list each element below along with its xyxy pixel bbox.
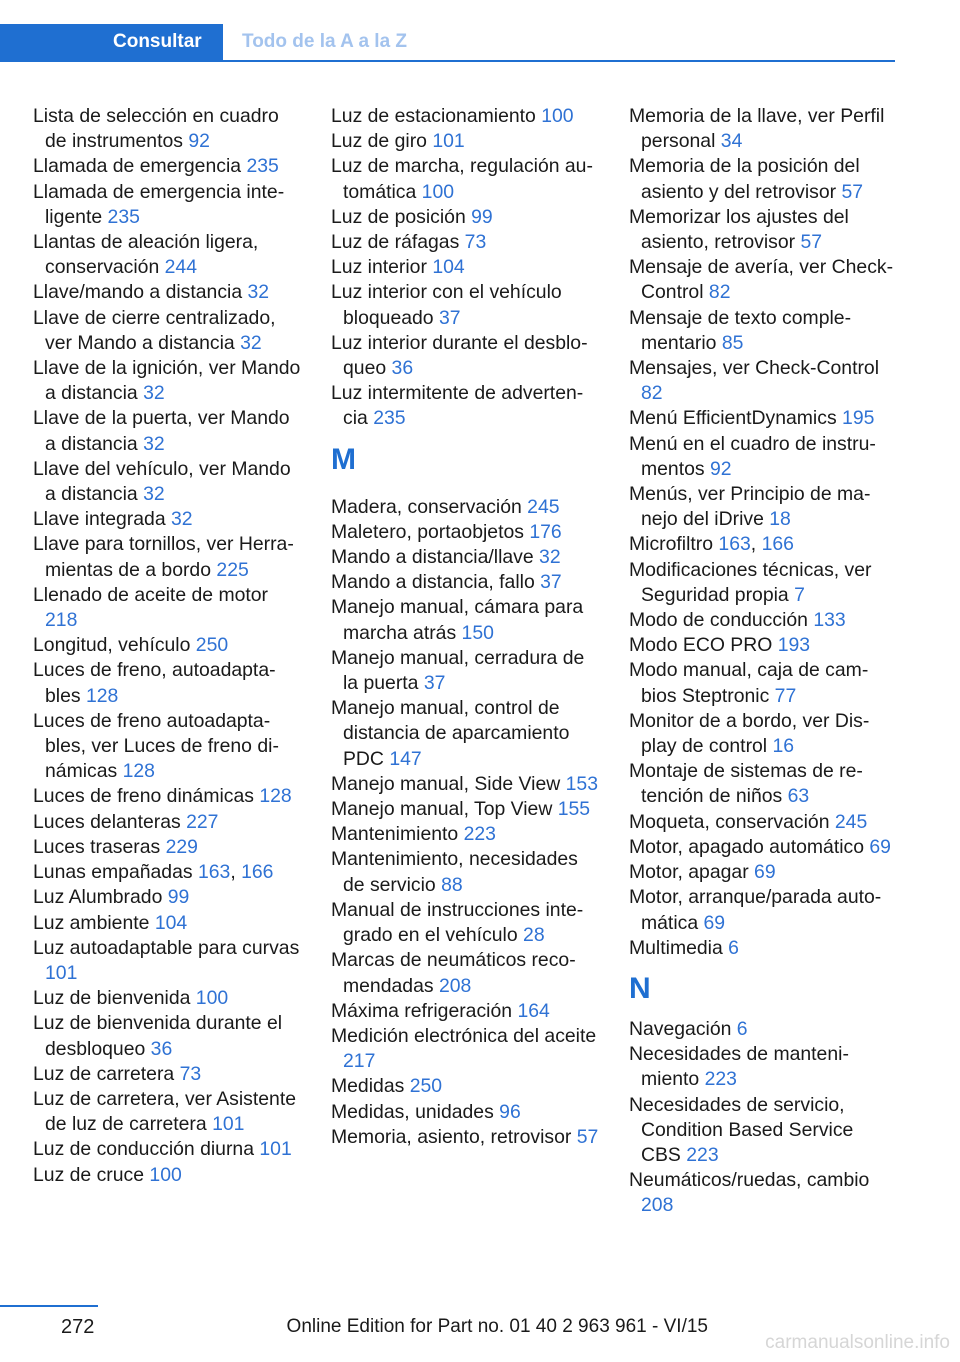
- index-entry: [331, 847, 599, 897]
- page-link[interactable]: 32: [247, 281, 270, 304]
- tab-consultar[interactable]: Consultar: [0, 24, 223, 62]
- index-entry: [629, 306, 897, 356]
- entry-term: Luz de giro: [331, 130, 433, 153]
- page-link[interactable]: 6: [736, 1017, 748, 1040]
- watermark: carmanualsonline.info: [765, 1332, 950, 1353]
- index-entry: [331, 520, 599, 545]
- page-link[interactable]: 57: [576, 1125, 599, 1148]
- page-link[interactable]: 128: [259, 785, 292, 808]
- page-link[interactable]: 82: [641, 382, 663, 405]
- index-entry: [33, 911, 301, 936]
- index-entry: [629, 885, 897, 935]
- entry-term: Memoria de la llave, ver Perfil personal: [629, 105, 885, 153]
- page-link[interactable]: 218: [45, 609, 78, 632]
- index-entry: [331, 772, 599, 797]
- index-entry: [33, 457, 301, 507]
- entry-term: Maletero, portaobjetos: [331, 520, 530, 543]
- page-link[interactable]: 245: [527, 495, 560, 518]
- page-link[interactable]: 37: [438, 306, 461, 329]
- page-link[interactable]: 223: [704, 1068, 737, 1091]
- entry-term: Longitud, vehículo: [33, 634, 196, 657]
- entry-term: Luz de marcha, regulación automática: [331, 155, 593, 203]
- entry-term: Luz Alumbrado: [33, 886, 168, 909]
- page-link[interactable]: 101: [432, 130, 465, 153]
- page-link[interactable]: 99: [471, 205, 493, 228]
- index-entry: [33, 633, 301, 658]
- index-column-1: [33, 104, 301, 1188]
- index-entry: [331, 1074, 599, 1099]
- index-entry: [33, 1011, 301, 1061]
- index-entry: [629, 1042, 897, 1092]
- entry-term: Memoria de la posición del asiento y del retrovisor: [629, 155, 860, 203]
- index-entry: [331, 205, 599, 230]
- entry-term: Llave de la ignición, ver Mando a distancia: [33, 357, 301, 405]
- index-entry: [331, 154, 599, 204]
- index-entry: [629, 104, 897, 154]
- index-entry: [331, 104, 599, 129]
- entry-term: Llave/mando a distancia: [33, 281, 248, 304]
- index-entry: [331, 948, 599, 998]
- entry-term: Madera, conservación: [331, 495, 528, 518]
- entry-term: Luz de carretera, ver Asistente de luz de carretera: [33, 1087, 296, 1136]
- index-entry: [629, 205, 897, 255]
- index-entry: Microfiltro 163, 166: [629, 533, 794, 556]
- page-link[interactable]: 104: [432, 256, 465, 279]
- page-link[interactable]: 101: [45, 961, 78, 984]
- footer-rule: [0, 1305, 98, 1307]
- page-link[interactable]: 225: [216, 558, 249, 581]
- entry-term: Modo ECO PRO: [629, 634, 778, 657]
- entry-term: Luz interior con el vehículo bloqueado: [331, 281, 562, 329]
- entry-term: Motor, arranque/parada automática: [629, 886, 882, 934]
- entry-term: Manejo manual, Side View: [331, 772, 566, 795]
- page-link[interactable]: 163: [197, 861, 231, 884]
- entry-term: Luces delanteras: [33, 810, 187, 833]
- page-link[interactable]: 250: [409, 1075, 443, 1098]
- index-entry: [331, 999, 599, 1024]
- page-link[interactable]: 34: [720, 130, 743, 153]
- index-entry: [331, 646, 599, 696]
- page-link[interactable]: 7: [794, 583, 805, 606]
- entry-term: Lista de selección en cuadro de instrumentos: [33, 105, 279, 153]
- index-entry: [331, 595, 599, 645]
- index-entry: [629, 658, 897, 708]
- index-entry: [33, 180, 301, 230]
- page-link[interactable]: 100: [421, 180, 455, 203]
- entry-term: Llave de cierre centralizado, ver Mando a distancia: [33, 306, 276, 354]
- index-entry: [33, 1062, 301, 1087]
- index-entry: [33, 835, 301, 860]
- entry-term: Luz interior: [331, 256, 433, 279]
- entry-term: Multimedia: [629, 936, 729, 959]
- page-link[interactable]: 36: [150, 1037, 173, 1060]
- page-link[interactable]: 18: [769, 508, 791, 531]
- entry-term: Luz autoadaptable para curvas: [33, 936, 300, 959]
- page-link[interactable]: 100: [149, 1163, 182, 1186]
- page-link[interactable]: 69: [869, 835, 891, 858]
- entry-term: Memoria, asiento, retrovisor: [331, 1125, 577, 1148]
- entry-term: Mando a distancia, fallo: [331, 571, 541, 594]
- page-link[interactable]: 32: [143, 432, 165, 455]
- index-entry: [33, 507, 301, 532]
- index-entry: [33, 532, 301, 582]
- entry-term: Necesidades de mantenimiento: [629, 1043, 849, 1091]
- index-entry: [629, 406, 897, 431]
- entry-term: Llenado de aceite de motor: [33, 583, 269, 606]
- entry-term: Medidas: [331, 1075, 410, 1098]
- index-entry: [629, 1093, 897, 1169]
- index-entry: [629, 356, 897, 406]
- page-link[interactable]: 176: [529, 520, 562, 543]
- index-entry: [33, 1087, 301, 1137]
- page-link[interactable]: 32: [143, 382, 165, 405]
- page-link[interactable]: 223: [463, 823, 496, 846]
- page-link[interactable]: 235: [246, 155, 279, 178]
- entry-term: Moqueta, conservación: [629, 810, 835, 833]
- entry-term: Llamada de emergencia: [33, 155, 247, 178]
- page-link[interactable]: 128: [122, 760, 155, 783]
- entry-term: Marcas de neumáticos recomendadas: [331, 949, 576, 997]
- index-entry: [629, 1017, 897, 1042]
- page-link[interactable]: 92: [709, 457, 732, 480]
- page-link[interactable]: 73: [179, 1062, 202, 1085]
- page-link[interactable]: 96: [499, 1100, 521, 1123]
- index-entry: [331, 230, 599, 255]
- page-link[interactable]: 235: [373, 407, 406, 430]
- page-link[interactable]: 208: [641, 1194, 674, 1217]
- index-entry: [33, 104, 301, 154]
- index-entry: [33, 810, 301, 835]
- index-entry: [629, 709, 897, 759]
- entry-term: Montaje de sistemas de retención de niños: [629, 760, 863, 808]
- page-link[interactable]: 37: [423, 672, 446, 695]
- entry-term: Manejo manual, cerradura de la puerta: [331, 646, 585, 695]
- entry-term: Luz de conducción diurna: [33, 1138, 260, 1161]
- section-letter: N: [629, 971, 651, 1005]
- page-link[interactable]: 32: [143, 483, 165, 506]
- page-link[interactable]: 193: [777, 634, 811, 657]
- index-entry: [33, 936, 301, 986]
- index-entry: [331, 696, 599, 772]
- index-column-3: [629, 104, 897, 1219]
- entry-term: Luz de estacionamiento: [331, 105, 542, 127]
- index-entry: [33, 356, 301, 406]
- index-entry: [629, 255, 897, 305]
- page-link[interactable]: 150: [461, 621, 494, 644]
- index-entry: [331, 1024, 599, 1074]
- page-link[interactable]: 77: [774, 684, 797, 707]
- entry-term: Modificaciones técnicas, ver Seguridad propia: [629, 558, 872, 606]
- index-entry: Lunas empañadas 163, 166: [33, 861, 274, 884]
- page-link[interactable]: 195: [842, 407, 875, 430]
- entry-term: Menú EfficientDynamics: [629, 407, 843, 430]
- page-link[interactable]: 155: [557, 798, 591, 821]
- entry-term: Llantas de aleación ligera, conservación: [33, 231, 259, 279]
- entry-term: Luz de posición: [331, 205, 472, 228]
- page-link[interactable]: 85: [721, 331, 744, 354]
- page-link[interactable]: 100: [541, 105, 574, 127]
- entry-term: Modo manual, caja de cambios Steptronic: [629, 659, 869, 707]
- page-link[interactable]: 88: [441, 873, 463, 896]
- index-entry: [33, 1137, 301, 1162]
- page-link[interactable]: 69: [754, 861, 776, 884]
- index-entry: [331, 280, 599, 330]
- index-entry: [33, 784, 301, 809]
- entry-term: Medición electrónica del aceite: [331, 1024, 597, 1047]
- page-link[interactable]: 235: [107, 205, 140, 228]
- index-entry: [33, 154, 301, 179]
- page-link[interactable]: 163: [718, 533, 751, 556]
- index-entry: [33, 406, 301, 456]
- page-link[interactable]: 99: [167, 886, 190, 909]
- entry-term: Manejo manual, Top View: [331, 798, 558, 821]
- section-letter: M: [331, 442, 356, 476]
- page-link[interactable]: 69: [703, 911, 726, 934]
- entry-term: Necesidades de servicio, Condition Based Service CBS: [629, 1093, 854, 1166]
- entry-term: Luz de cruce: [33, 1163, 150, 1186]
- index-entry: [629, 1168, 897, 1218]
- entry-term: Microfiltro: [629, 533, 719, 556]
- page-link[interactable]: 147: [389, 747, 422, 770]
- entry-term: Llave de la puerta, ver Mando a distancia: [33, 407, 290, 455]
- index-entry: [331, 381, 599, 431]
- index-entry: [629, 810, 897, 835]
- entry-term: Máxima refrigeración: [331, 999, 518, 1022]
- page-link[interactable]: 101: [212, 1113, 245, 1136]
- page-link[interactable]: 82: [708, 281, 731, 304]
- index-entry: [629, 860, 897, 885]
- index-entry: [629, 835, 897, 860]
- index-entry: [33, 280, 301, 305]
- page-link[interactable]: 166: [761, 533, 794, 556]
- page-link[interactable]: 104: [154, 911, 188, 934]
- page-link[interactable]: 223: [686, 1143, 719, 1166]
- section-title[interactable]: Todo de la A a la Z: [242, 31, 408, 52]
- page-link[interactable]: 73: [464, 231, 487, 254]
- page-link[interactable]: 153: [565, 772, 598, 795]
- entry-term: Manejo manual, control de distancia de aparcamiento PDC: [331, 697, 570, 770]
- page-link[interactable]: 166: [241, 861, 274, 884]
- page-link[interactable]: 101: [259, 1138, 292, 1161]
- index-entry: [629, 482, 897, 532]
- page-link[interactable]: 32: [539, 546, 561, 569]
- entry-term: Medidas, unidades: [331, 1100, 500, 1123]
- page-link[interactable]: 133: [813, 609, 846, 632]
- page-link[interactable]: 57: [841, 180, 864, 203]
- index-entry: [629, 154, 897, 204]
- index-entry: [33, 658, 301, 708]
- entry-term: Llave para tornillos, ver Herramientas de a bordo: [33, 533, 294, 581]
- index-column-2: [331, 104, 599, 1150]
- entry-term: Modo de conducción: [629, 609, 814, 632]
- entry-term: Llave integrada: [33, 508, 171, 531]
- page-link[interactable]: 92: [188, 130, 210, 153]
- page-link[interactable]: 244: [164, 256, 197, 279]
- page-link[interactable]: 28: [523, 924, 545, 947]
- index-entry: [629, 633, 897, 658]
- page-number: 272: [61, 1316, 95, 1338]
- entry-term: Luces traseras: [33, 835, 166, 858]
- index-entry: [331, 822, 599, 847]
- index-entry: [629, 432, 897, 482]
- page-link[interactable]: 57: [800, 231, 823, 254]
- entry-term: Mensaje de avería, ver Check-Control: [629, 256, 894, 304]
- page-link[interactable]: 128: [85, 684, 119, 707]
- entry-term: Luz ambiente: [33, 911, 155, 934]
- entry-term: Luz interior durante el desbloqueo: [331, 331, 588, 380]
- entry-term: Menú en el cuadro de instrumentos: [629, 432, 876, 480]
- index-entry: [331, 1100, 599, 1125]
- page-link[interactable]: 37: [540, 571, 562, 594]
- index-entry: [331, 495, 599, 520]
- index-entry: [629, 558, 897, 608]
- entry-term: Lunas empañadas: [33, 861, 198, 884]
- index-entry: [331, 570, 599, 595]
- entry-term: Luz de bienvenida: [33, 987, 196, 1010]
- index-entry: [331, 797, 599, 822]
- entry-term: Monitor de a bordo, ver Display de control: [629, 709, 870, 758]
- entry-term: Luz de carretera: [33, 1062, 180, 1085]
- entry-term: Mantenimiento, necesidades de servicio: [331, 848, 578, 896]
- entry-term: Mensaje de texto complementario: [629, 306, 852, 354]
- page-link[interactable]: 32: [171, 508, 193, 531]
- entry-term: Mando a distancia/llave: [331, 546, 540, 569]
- page-link[interactable]: 164: [517, 999, 550, 1022]
- entry-term: Luces de freno autoadaptables, ver Luces de freno dinámicas: [33, 709, 279, 783]
- edition-note: Online Edition for Part no. 01 40 2 963 961 - VI/15: [286, 1316, 708, 1337]
- page-header: [0, 24, 895, 62]
- index-entry: [33, 583, 301, 633]
- entry-term: Mantenimiento: [331, 823, 464, 846]
- entry-term: Llave del vehículo, ver Mando a distancia: [33, 457, 291, 506]
- index-entry: [331, 898, 599, 948]
- index-entry: [33, 885, 301, 910]
- entry-term: Luz de ráfagas: [331, 231, 465, 254]
- entry-term: Motor, apagar: [629, 861, 755, 884]
- index-entry: [331, 1125, 599, 1150]
- page-link[interactable]: 16: [772, 735, 795, 758]
- entry-term: Neumáticos/ruedas, cambio: [629, 1169, 870, 1192]
- index-entry: [629, 608, 897, 633]
- entry-term: Llamada de emergencia inteligente: [33, 180, 285, 228]
- index-entry: [33, 230, 301, 280]
- page-link[interactable]: 250: [195, 634, 229, 657]
- entry-term: Memorizar los ajustes del asiento, retrovisor: [629, 205, 849, 254]
- page-link[interactable]: 229: [165, 835, 198, 858]
- page-link[interactable]: 6: [728, 936, 739, 959]
- index-entry: [33, 306, 301, 356]
- entry-term: Luces de freno, autoadaptables: [33, 659, 276, 707]
- page-link[interactable]: 100: [195, 987, 229, 1010]
- index-entry: [629, 759, 897, 809]
- page-link[interactable]: 36: [391, 357, 414, 380]
- index-entry: [629, 936, 897, 961]
- page-link[interactable]: 227: [186, 810, 219, 833]
- index-entry: [331, 129, 599, 154]
- entry-term: Luz intermitente de advertencia: [331, 382, 584, 430]
- entry-term: Menús, ver Principio de manejo del iDrive: [629, 483, 871, 531]
- page-link[interactable]: 245: [834, 810, 868, 833]
- index-entry: [331, 255, 599, 280]
- index-entry: [33, 986, 301, 1011]
- index-entry: [331, 331, 599, 381]
- entry-term: Navegación: [629, 1017, 737, 1040]
- entry-term: Motor, apagado automático: [629, 835, 870, 858]
- entry-term: Mensajes, ver Check-Control: [629, 357, 880, 380]
- page-link[interactable]: 217: [343, 1050, 376, 1073]
- entry-term: Luz de bienvenida durante el desbloqueo: [33, 1012, 283, 1060]
- entry-term: Manual de instrucciones integrado en el vehículo: [331, 898, 584, 947]
- entry-term: Manejo manual, cámara para marcha atrás: [331, 596, 584, 644]
- page-link[interactable]: 208: [438, 974, 472, 997]
- page-link[interactable]: 63: [787, 785, 810, 808]
- index-entry: [33, 1163, 301, 1188]
- page-link[interactable]: 32: [240, 331, 262, 354]
- index-entry: [33, 709, 301, 785]
- index-entry: [331, 545, 599, 570]
- entry-term: Luces de freno dinámicas: [33, 785, 260, 808]
